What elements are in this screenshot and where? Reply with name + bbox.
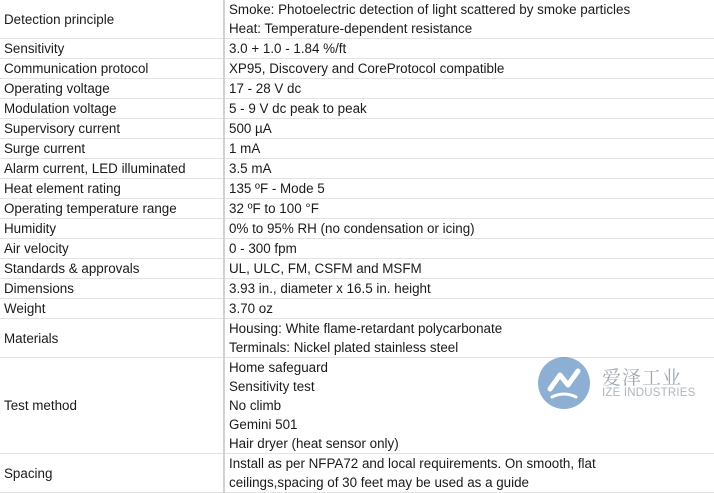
spec-value-line: 17 - 28 V dc xyxy=(229,81,302,96)
spec-value xyxy=(224,199,714,219)
spec-value-line: XP95, Discovery and CoreProtocol compatible xyxy=(229,61,505,76)
spec-label: Heat element rating xyxy=(4,181,121,196)
spec-row xyxy=(0,319,714,358)
spec-value xyxy=(224,179,714,199)
spec-value-line: Heat: Temperature-dependent resistance xyxy=(229,21,473,36)
spec-value-line: 500 µA xyxy=(229,121,272,136)
spec-row xyxy=(0,259,714,279)
spec-row xyxy=(0,219,714,239)
spec-label: Surge current xyxy=(4,141,86,156)
spec-row xyxy=(0,299,714,319)
spec-label: Weight xyxy=(4,301,46,316)
spec-label: Modulation voltage xyxy=(4,101,117,116)
spec-value-line: 1 mA xyxy=(229,141,261,156)
spec-row xyxy=(0,39,714,59)
spec-value xyxy=(224,99,714,119)
spec-label: Dimensions xyxy=(4,281,74,296)
spec-value xyxy=(224,139,714,159)
spec-label: Operating temperature range xyxy=(4,201,177,216)
spec-value xyxy=(224,259,714,279)
spec-value-line: Terminals: Nickel plated stainless steel xyxy=(229,340,459,355)
spec-value xyxy=(224,299,714,319)
spec-label: Communication protocol xyxy=(4,61,149,76)
spec-label: Supervisory current xyxy=(4,121,121,136)
spec-value-line: 3.93 in., diameter x 16.5 in. height xyxy=(229,281,431,296)
spec-label: Alarm current, LED illuminated xyxy=(4,161,186,176)
spec-row xyxy=(0,79,714,99)
spec-row xyxy=(0,159,714,179)
spec-value-line: Housing: White flame-retardant polycarbonate xyxy=(229,321,503,336)
spec-row xyxy=(0,358,714,454)
spec-label: Operating voltage xyxy=(4,81,110,96)
spec-label: Humidity xyxy=(4,221,57,236)
spec-value xyxy=(224,119,714,139)
spec-label: Air velocity xyxy=(4,241,69,256)
spec-value xyxy=(224,319,714,358)
spec-row xyxy=(0,99,714,119)
spec-row xyxy=(0,0,714,39)
spec-value-line: 0% to 95% RH (no condensation or icing) xyxy=(229,221,475,236)
spec-label: Detection principle xyxy=(4,11,115,27)
spec-value xyxy=(224,358,714,454)
spec-row xyxy=(0,199,714,219)
spec-value-line: ceilings,spacing of 30 feet may be used as a guide xyxy=(229,475,529,490)
spec-value-line: Install as per NFPA72 and local requirements. On smooth, flat xyxy=(229,456,596,471)
watermark-cn-text: 爱泽工业 xyxy=(602,367,683,389)
spec-label: Test method xyxy=(4,398,77,413)
spec-label: Standards & approvals xyxy=(4,261,140,276)
spec-value xyxy=(224,59,714,79)
spec-value xyxy=(224,279,714,299)
spec-value xyxy=(224,239,714,259)
spec-value-line: Home safeguard xyxy=(229,360,328,375)
spec-value-line: 135 ºF - Mode 5 xyxy=(229,181,325,196)
spec-row xyxy=(0,279,714,299)
spec-value-line: 3.0 + 1.0 - 1.84 %/ft xyxy=(229,41,347,56)
spec-row xyxy=(0,179,714,199)
spec-label: Sensitivity xyxy=(4,41,65,56)
spec-label: Spacing xyxy=(4,465,53,481)
spec-row xyxy=(0,59,714,79)
spec-row xyxy=(0,239,714,259)
spec-value-line: 32 ºF to 100 °F xyxy=(229,201,319,216)
spec-value-line: No climb xyxy=(229,398,282,413)
spec-value-line: 3.5 mA xyxy=(229,161,272,176)
watermark-en-text: IZE INDUSTRIES xyxy=(602,387,696,399)
spec-row xyxy=(0,454,714,493)
spec-value-line: Smoke: Photoelectric detection of light scattered by smoke particles xyxy=(229,2,631,17)
spec-value-line: 3.70 oz xyxy=(229,301,273,316)
spec-label: Materials xyxy=(4,330,59,346)
spec-row xyxy=(0,119,714,139)
spec-value-line: UL, ULC, FM, CSFM and MSFM xyxy=(229,261,422,276)
spec-value-line: Gemini 501 xyxy=(229,417,298,432)
spec-value-line: Sensitivity test xyxy=(229,379,315,394)
spec-value xyxy=(224,0,714,39)
spec-value xyxy=(224,79,714,99)
spec-value-line: 0 - 300 fpm xyxy=(229,241,297,256)
spec-value xyxy=(224,219,714,239)
spec-value xyxy=(224,39,714,59)
spec-value xyxy=(224,159,714,179)
spec-value-line: Hair dryer (heat sensor only) xyxy=(229,436,399,451)
spec-value-line: 5 - 9 V dc peak to peak xyxy=(229,101,367,116)
spec-row xyxy=(0,139,714,159)
spec-value xyxy=(224,454,714,493)
